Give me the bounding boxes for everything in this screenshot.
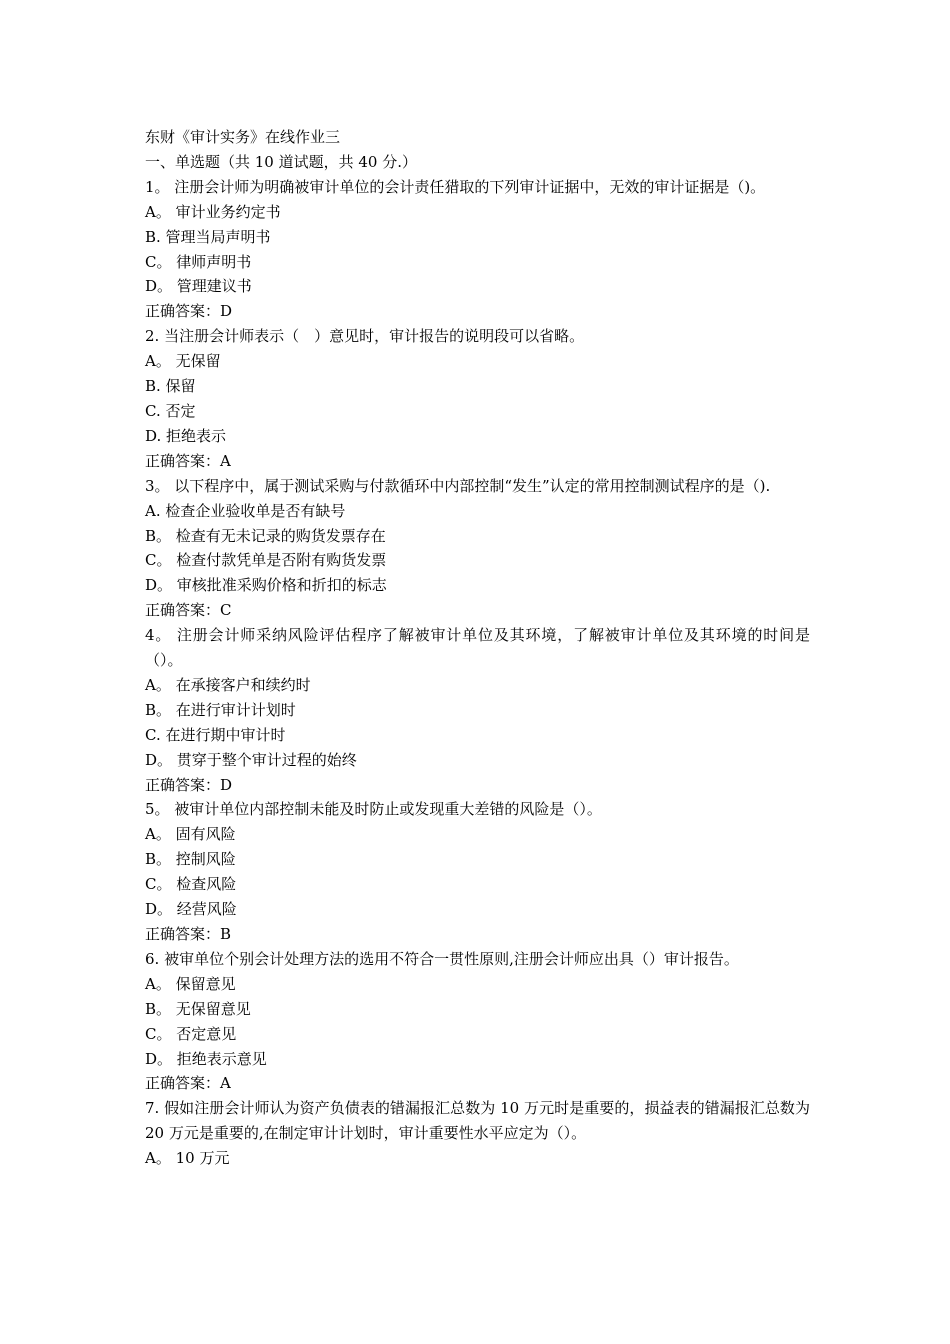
question-6: [145, 947, 810, 1096]
option-c: C. 在进行期中审计时: [145, 725, 286, 744]
option-d: D。 审核批准采购价格和折扣的标志: [145, 576, 387, 595]
question-7: [145, 1096, 810, 1171]
question-4: [145, 623, 810, 797]
question-text: 7. 假如注册会计师认为资产负债表的错漏报汇总数为 10 万元时是重要的，损益表的错漏报汇总数为 20 万元是重要的,在制定审计计划时，审计重要性水平应定为（）。: [145, 1099, 810, 1143]
correct-answer: 正确答案：A: [145, 1074, 231, 1093]
option-a: A。 在承接客户和续约时: [145, 675, 311, 694]
question-text: 3。 以下程序中，属于测试采购与付款循环中内部控制“发生”认定的常用控制测试程序的是（).: [145, 476, 771, 495]
question-text: 2. 当注册会计师表示（ ）意见时，审计报告的说明段可以省略。: [145, 327, 585, 346]
question-text: 1。 注册会计师为明确被审计单位的会计责任猎取的下列审计证据中，无效的审计证据是（)。: [145, 177, 766, 196]
option-d: D. 拒绝表示: [145, 426, 227, 445]
option-b: B。 检查有无未记录的购货发票存在: [145, 526, 386, 545]
question-text: 4。 注册会计师采纳风险评估程序了解被审计单位及其环境，了解被审计单位及其环境的时间是（）。: [145, 626, 810, 670]
question-1: [145, 175, 810, 324]
option-a: A。 10 万元: [145, 1149, 230, 1168]
document-title: 东财《审计实务》在线作业三: [145, 128, 341, 146]
option-d: D。 管理建议书: [145, 277, 252, 296]
option-a: A。 无保留: [145, 352, 221, 371]
option-c: C。 检查风险: [145, 875, 237, 894]
option-d: D。 拒绝表示意见: [145, 1049, 267, 1068]
question-2: [145, 324, 810, 473]
option-c: C。 检查付款凭单是否附有购货发票: [145, 551, 387, 570]
correct-answer: 正确答案：D: [145, 302, 233, 321]
correct-answer: 正确答案：B: [145, 925, 232, 943]
question-text: 5。 被审计单位内部控制未能及时防止或发现重大差错的风险是（）。: [145, 800, 602, 819]
option-a: A。 保留意见: [145, 974, 236, 993]
option-b: B。 在进行审计计划时: [145, 700, 296, 719]
question-text: 6. 被审单位个别会计处理方法的选用不符合一贯性原则,注册会计师应出具（）审计报告。: [145, 949, 739, 968]
option-b: B。 控制风险: [145, 850, 236, 869]
question-3: [145, 474, 810, 623]
correct-answer: 正确答案：C: [145, 601, 232, 620]
option-b: B. 保留: [145, 377, 196, 396]
option-a: A. 检查企业验收单是否有缺号: [145, 501, 346, 520]
question-5: [145, 797, 810, 946]
correct-answer: 正确答案：D: [145, 775, 233, 794]
option-c: C. 否定: [145, 401, 196, 420]
option-b: B。 无保留意见: [145, 999, 251, 1018]
option-c: C。 否定意见: [145, 1024, 237, 1043]
correct-answer: 正确答案：A: [145, 451, 231, 470]
option-b: B. 管理当局声明书: [145, 227, 271, 246]
option-c: C。 律师声明书: [145, 252, 252, 271]
document-page: [145, 125, 810, 1171]
option-d: D。 经营风险: [145, 900, 237, 919]
option-d: D。 贯穿于整个审计过程的始终: [145, 750, 357, 769]
option-a: A。 固有风险: [145, 825, 236, 844]
section-heading: 一、单选题（共 10 道试题，共 40 分.）: [145, 152, 418, 171]
option-a: A。 审计业务约定书: [145, 202, 281, 221]
